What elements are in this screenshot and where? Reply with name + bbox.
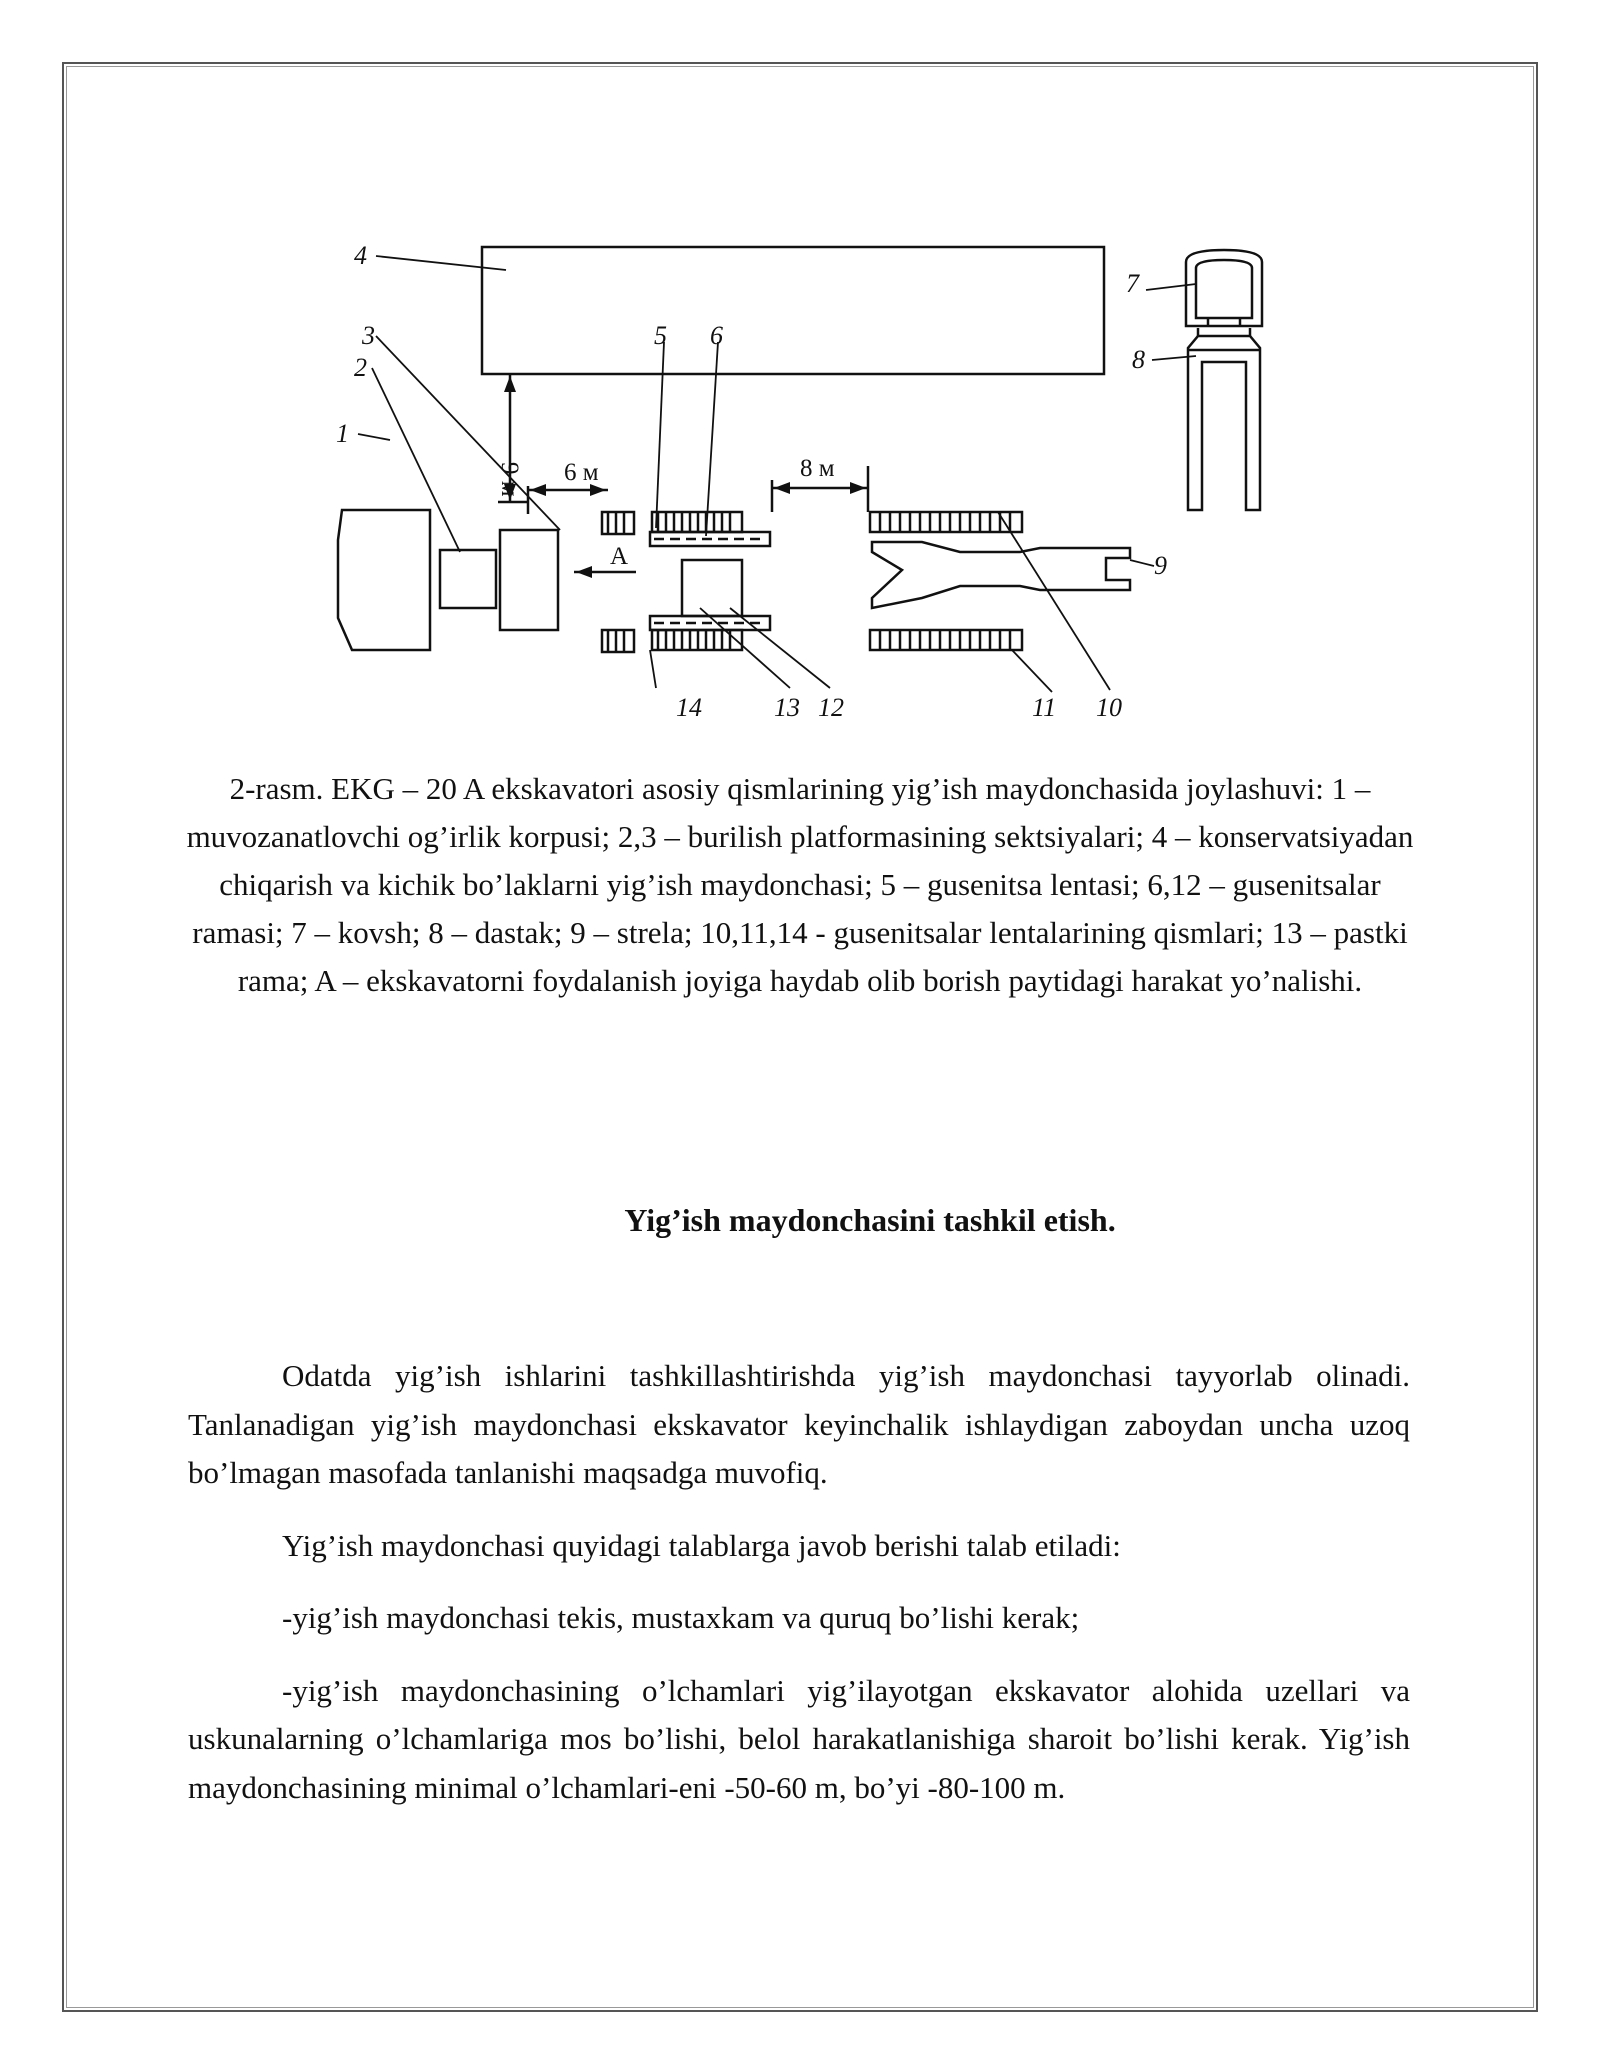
paragraph: Odatda yig’ish ishlarini tashkillashtirishda yig’ish maydonchasi tayyorlab olinadi. Tanlanadigan yig’ish maydonchasi ekskavator keyinchalik ishlaydigan zaboydan uncha uzoq bo’lmagan masofada tanlanishi maqsadga muvofiq.	[188, 1358, 1410, 1490]
paragraph: -yig’ish maydonchasining o’lchamlari yig’ilayotgan ekskavator alohida uzellari va uskunalarning o’lchamlariga mos bo’lishi, belol harakatlanishiga sharoit bo’lishi kerak. Yig’ish maydonchasining minimal o’lchamlari-eni -50-60 m, bo’yi -80-100 m.	[188, 1672, 1410, 1805]
paragraph: -yig’ish maydonchasi tekis, mustaxkam va quruq bo’lishi kerak;	[282, 1600, 1080, 1635]
figure-caption: 2-rasm. EKG – 20 A ekskavatori asosiy qismlarining yig’ish maydonchasida joylashuvi: 1 – muvozanatlovchi og’irlik korpusi; 2,3 – burilish platformasining sektsiyalari; 4 – konservatsiyadan chiqarish va kichik bo’laklarni yig’ish maydonchasi; 5 – gusenitsa lentasi; 6,12 – gusenitsalar ramasi; 7 – kovsh; 8 – dastak; 9 – strela; 10,11,14 - gusenitsalar lentalarining qismlari; 13 – pastki rama; A – ekskavatorni foydalanish joyiga haydab olib borish paytidagi harakat yo’nalishi.	[186, 771, 1414, 998]
lower-frame-13	[682, 560, 742, 616]
excavator-layout-figure	[320, 230, 1280, 730]
label-10: 10	[1096, 693, 1122, 722]
dim-label-8m: 8 м	[800, 455, 835, 482]
bucket-7	[1186, 250, 1262, 326]
label-3: 3	[362, 321, 375, 350]
arrowhead	[576, 566, 592, 578]
crawler-track-bottom-14	[602, 616, 770, 652]
label-8: 8	[1132, 345, 1145, 374]
label-14: 14	[676, 693, 702, 722]
section-heading: Yig’ish maydonchasini tashkil etish.	[624, 1202, 1116, 1238]
dim-label-6m: 6 м	[564, 459, 599, 486]
label-9: 9	[1154, 551, 1167, 580]
label-11: 11	[1032, 693, 1057, 722]
arrowhead	[850, 482, 866, 494]
counterweight-body-1	[338, 510, 430, 650]
paragraph: Yig’ish maydonchasi quyidagi talablarga javob berishi talab etiladi:	[282, 1527, 1121, 1563]
platform-section-2	[440, 550, 496, 608]
layout-diagram	[320, 230, 1280, 730]
label-1: 1	[336, 419, 349, 448]
boom-9	[872, 542, 1130, 608]
arrowhead	[530, 484, 546, 496]
assembly-area-rect	[482, 247, 1104, 374]
crawler-track-top-5	[602, 512, 770, 546]
label-7: 7	[1126, 269, 1139, 298]
label-12: 12	[818, 693, 844, 722]
arrowhead	[774, 482, 790, 494]
body-text	[188, 1352, 1410, 1836]
arrowhead	[504, 376, 516, 392]
label-2: 2	[354, 353, 367, 382]
track-part-11	[870, 630, 1022, 650]
dim-label-9m: 9 м	[496, 462, 523, 497]
label-4: 4	[354, 241, 367, 270]
leader-lines	[358, 256, 1196, 692]
platform-section-3	[500, 530, 558, 630]
arrow-label-a: A	[610, 543, 629, 570]
label-5: 5	[654, 321, 667, 350]
label-13: 13	[774, 693, 800, 722]
label-6: 6	[710, 321, 723, 350]
handle-8	[1188, 328, 1260, 510]
